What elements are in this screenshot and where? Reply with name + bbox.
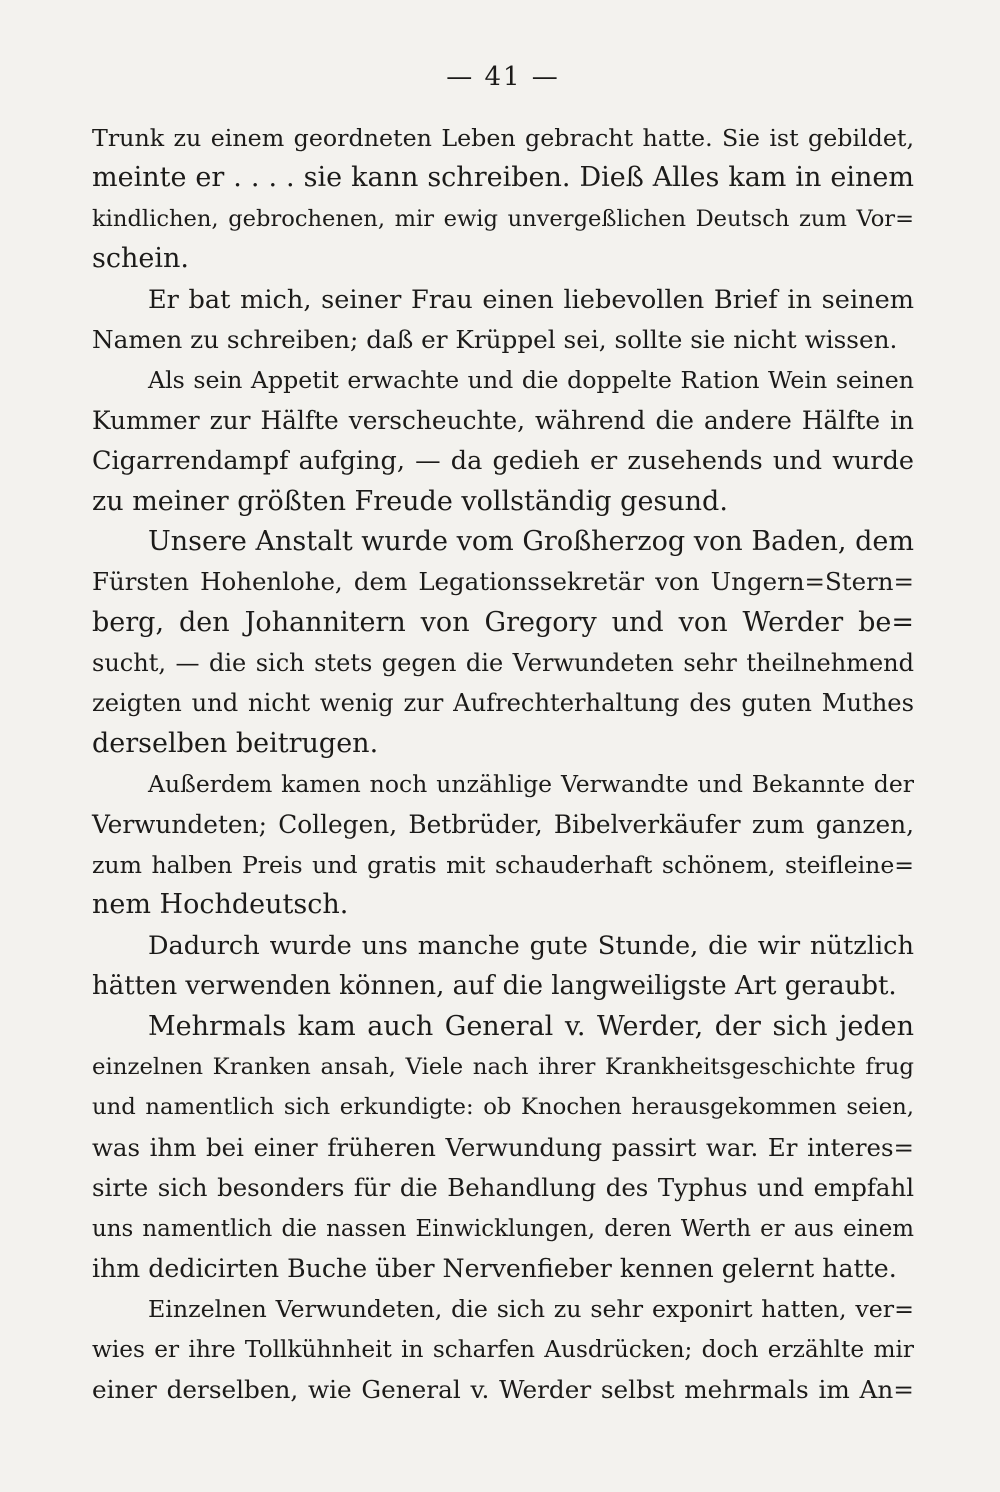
page-number: — 41 —: [446, 62, 560, 92]
text-line: berg, den Johannitern von Gregory und von Werder be=: [92, 606, 914, 638]
text-line: Namen zu schreiben; daß er Krüppel sei, sollte sie nicht wissen.: [92, 324, 898, 354]
text-line: was ihm bei einer früheren Verwundung passirt war. Er interes=: [92, 1132, 914, 1162]
text-line: Er bat mich, seiner Frau einen liebevollen Brief in seinem: [148, 284, 914, 315]
text-line: Dadurch wurde uns manche gute Stunde, die wir nützlich: [148, 930, 914, 961]
text-line: hätten verwenden können, auf die langweiligste Art geraubt.: [92, 971, 897, 1002]
body-text: [92, 118, 914, 1411]
text-line: nem Hochdeutsch.: [92, 889, 349, 921]
text-line: Verwundeten; Collegen, Betbrüder, Bibelverkäufer zum ganzen,: [92, 809, 914, 839]
text-line: meinte er . . . . sie kann schreiben. Dieß Alles kam in einem: [92, 162, 914, 194]
text-line: ihm dedicirten Buche über Nervenfieber kennen gelernt hatte.: [92, 1253, 897, 1283]
text-line: einzelnen Kranken ansah, Viele nach ihrer Krankheitsgeschichte frug: [92, 1053, 914, 1080]
text-line: uns namentlich die nassen Einwicklungen, deren Werth er aus einem: [92, 1215, 914, 1242]
text-line: zum halben Preis und gratis mit schauderhaft schönem, steifleine=: [92, 851, 914, 880]
text-line: derselben beitrugen.: [92, 727, 379, 759]
text-line: Unsere Anstalt wurde vom Großherzog von Baden, dem: [148, 525, 914, 557]
text-line: wies er ihre Tollkühnheit in scharfen Ausdrücken; doch erzählte mir: [92, 1335, 914, 1363]
text-line: schein.: [92, 243, 189, 275]
text-line: zeigten und nicht wenig zur Aufrechterhaltung des guten Muthes: [92, 689, 914, 718]
text-line: einer derselben, wie General v. Werder selbst mehrmals im An=: [92, 1375, 914, 1405]
text-line: Kummer zur Hälfte verscheuchte, während die andere Hälfte in: [92, 405, 914, 435]
text-line: Außerdem kamen noch unzählige Verwandte und Bekannte der: [148, 770, 914, 799]
text-line: und namentlich sich erkundigte: ob Knochen herausgekommen seien,: [92, 1094, 914, 1121]
text-line: Als sein Appetit erwachte und die doppelte Ration Wein seinen: [148, 366, 914, 395]
text-line: Mehrmals kam auch General v. Werder, der sich jeden: [148, 1010, 914, 1042]
text-line: zu meiner größten Freude vollständig gesund.: [92, 485, 728, 517]
text-line: sirte sich besonders für die Behandlung des Typhus und empfahl: [92, 1173, 914, 1203]
text-line: Fürsten Hohenlohe, dem Legationssekretär von Ungern=Stern=: [92, 567, 914, 597]
text-line: Cigarrendampf aufging, — da gedieh er zusehends und wurde: [92, 446, 914, 477]
text-line: kindlichen, gebrochenen, mir ewig unvergeßlichen Deutsch zum Vor=: [92, 205, 914, 232]
text-line: sucht, — die sich stets gegen die Verwundeten sehr theilnehmend: [92, 649, 914, 678]
text-line: Trunk zu einem geordneten Leben gebracht hatte. Sie ist gebildet,: [92, 124, 914, 152]
text-line: Einzelnen Verwundeten, die sich zu sehr exponirt hatten, ver=: [148, 1295, 914, 1324]
